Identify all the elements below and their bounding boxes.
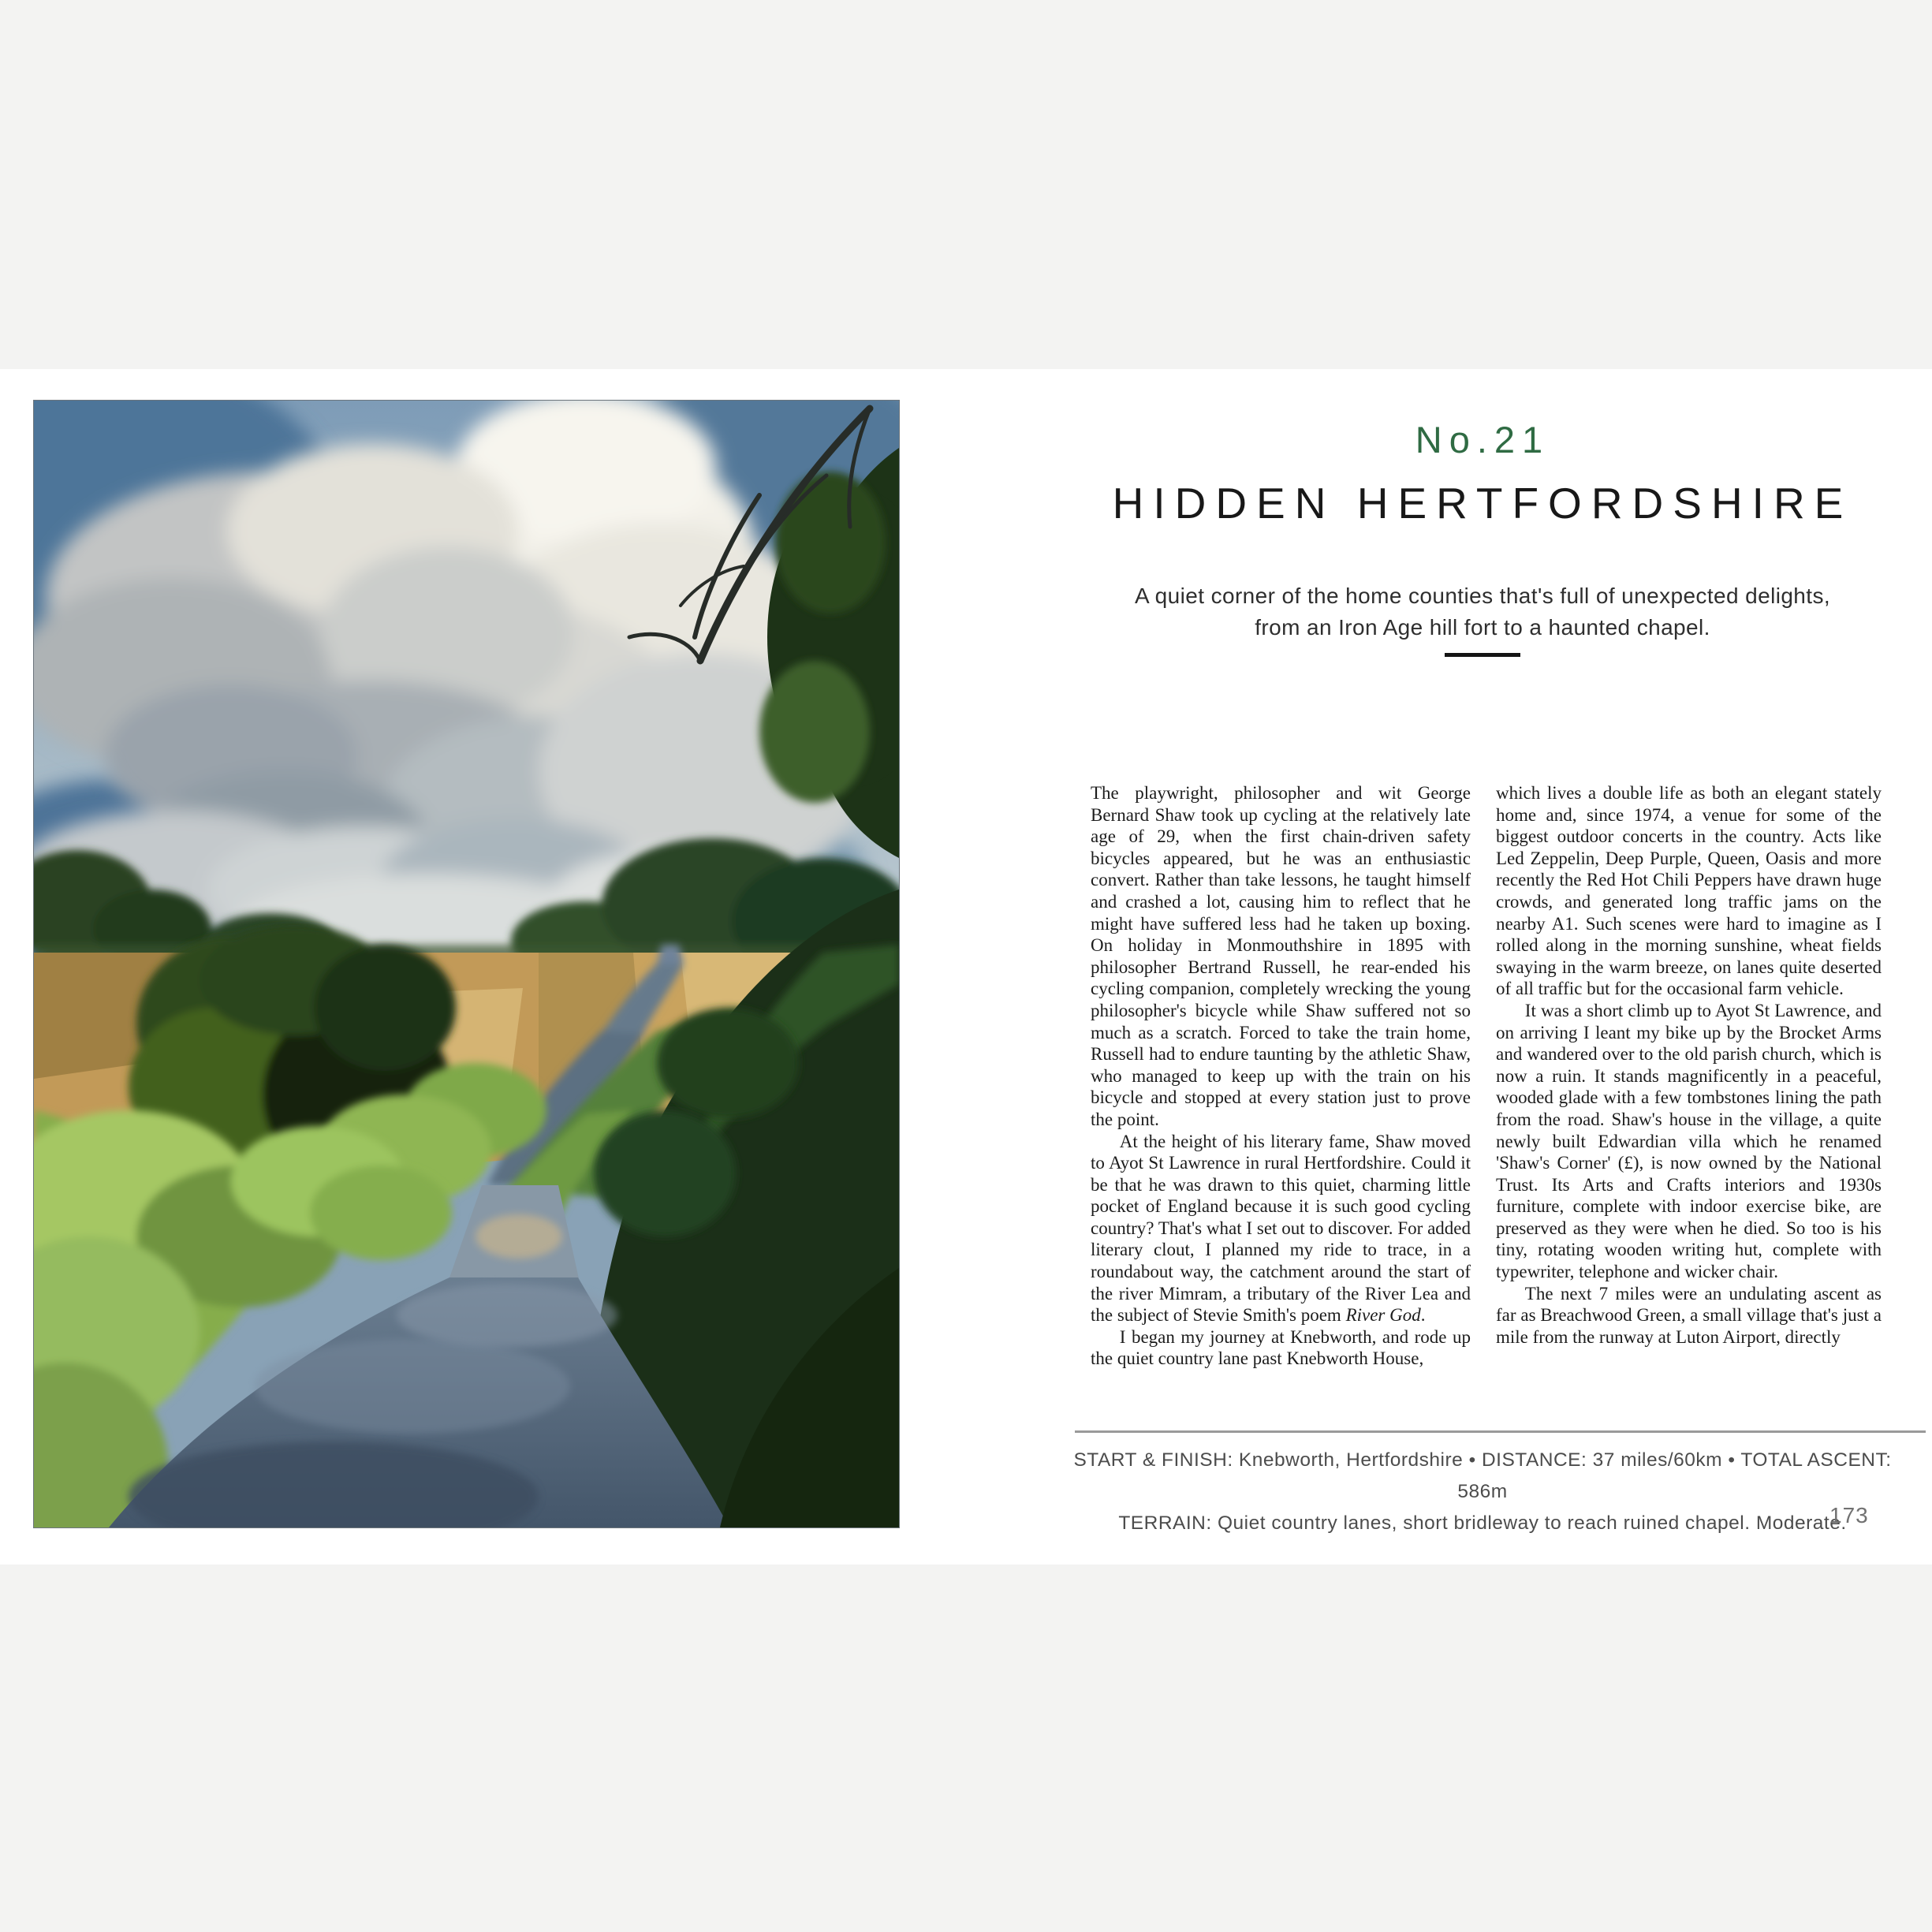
page-number: 173 [1829, 1503, 1869, 1527]
chapter-subtitle [1053, 580, 1912, 643]
paragraph: which lives a double life as both an elegant stately home and, since 1974, a venue for some of the biggest outdoor concerts in the country. Acts like Led Zeppelin, Deep Purple, Queen, Oasis and more recently the Red Hot Chili Peppers have drawn huge crowds, and generated long traffic jams on the nearby A1. Such scenes were hard to imagine as I rolled along in the morning sunshine, wheat fields swaying in the warm breeze, on lanes quite deserted of all traffic but for the occasional farm vehicle. [1496, 783, 1882, 999]
paragraph-text: . [1420, 1305, 1426, 1326]
paragraph: It was a short climb up to Ayot St Lawrence, and on arriving I leant my bike up by the Brocket Arms and wandered over to the old parish church, which is now a ruin. It stands magnificently in a peaceful, wooded glade with a few tombstones lining the path from the road. Shaw's house in the village, a quite newly built Edwardian villa which he renamed 'Shaw's Corner' (£), is now owned by the National Trust. Its Arts and Crafts interiors and 1930s furniture, complete with indoor exercise bike, are preserved as they were when he died. So too is his tiny, rotating wooden writing hut, complete with typewriter, telephone and wicker chair. [1496, 1000, 1882, 1282]
footer-stats-line: START & FINISH: Knebworth, Hertfordshire • DISTANCE: 37 miles/60km • TOTAL ASCENT: 586m [1073, 1449, 1892, 1502]
country-lane-photo [34, 401, 899, 1527]
country-lane-illustration [34, 401, 899, 1527]
paragraph: The next 7 miles were an undulating ascent as far as Breachwood Green, a small village that's just a mile from the runway at Luton Airport, directly [1496, 1283, 1882, 1347]
paragraph: I began my journey at Knebworth, and rode up the quiet country lane past Knebworth House, [1091, 1326, 1471, 1369]
route-stats-footer [1053, 1445, 1912, 1539]
subtitle-line-1: A quiet corner of the home counties that's full of unexpected delights, [1134, 584, 1831, 608]
footer-rule [1075, 1430, 1926, 1433]
paragraph [1091, 1131, 1471, 1326]
route-number: No.21 [1415, 419, 1550, 461]
title-divider-rule [1445, 653, 1520, 657]
divider-wrap [1053, 647, 1912, 661]
footer-terrain-line: TERRAIN: Quiet country lanes, short bridleway to reach ruined chapel. Moderate. [1118, 1512, 1847, 1534]
right-page [1053, 369, 1932, 1565]
paragraph: The playwright, philosopher and wit George Bernard Shaw took up cycling at the relatively late age of 29, when the first chain-driven safety bicycles appeared, but he was an enthusiastic convert. Rather than take lessons, he taught himself and crashed a lot, causing him to reflect that he might have suffered less had he taken up boxing. On holiday in Monmouthshire in 1895 with philosopher Bertrand Russell, he rear-ended his cycling companion, completely wrecking the young philosopher's bicycle while Shaw suffered not so much as a scratch. Forced to take the train home, Russell had to endure taunting by the athletic Shaw, who managed to keep up with the train on his bicycle and stopped at every station just to prove the point. [1091, 783, 1471, 1129]
poem-title-italic: River God [1345, 1305, 1421, 1326]
article-column-left [1091, 782, 1471, 1413]
article-column-right [1496, 782, 1882, 1413]
subtitle-line-2: from an Iron Age hill fort to a haunted chapel. [1255, 615, 1710, 640]
paragraph-text: At the height of his literary fame, Shaw moved to Ayot St Lawrence in rural Hertfordshire. Could it be that he was drawn to this quiet, charming little pocket of England because it is such good cycling country? That's what I set out to discover. For added literary clout, I planned my ride to trace, in a roundabout way, the catchment around the start of the river Mimram, a tributary of the River Lea and the subject of Stevie Smith's poem [1091, 1131, 1471, 1326]
chapter-title: HIDDEN HERTFORDSHIRE [1112, 479, 1853, 528]
